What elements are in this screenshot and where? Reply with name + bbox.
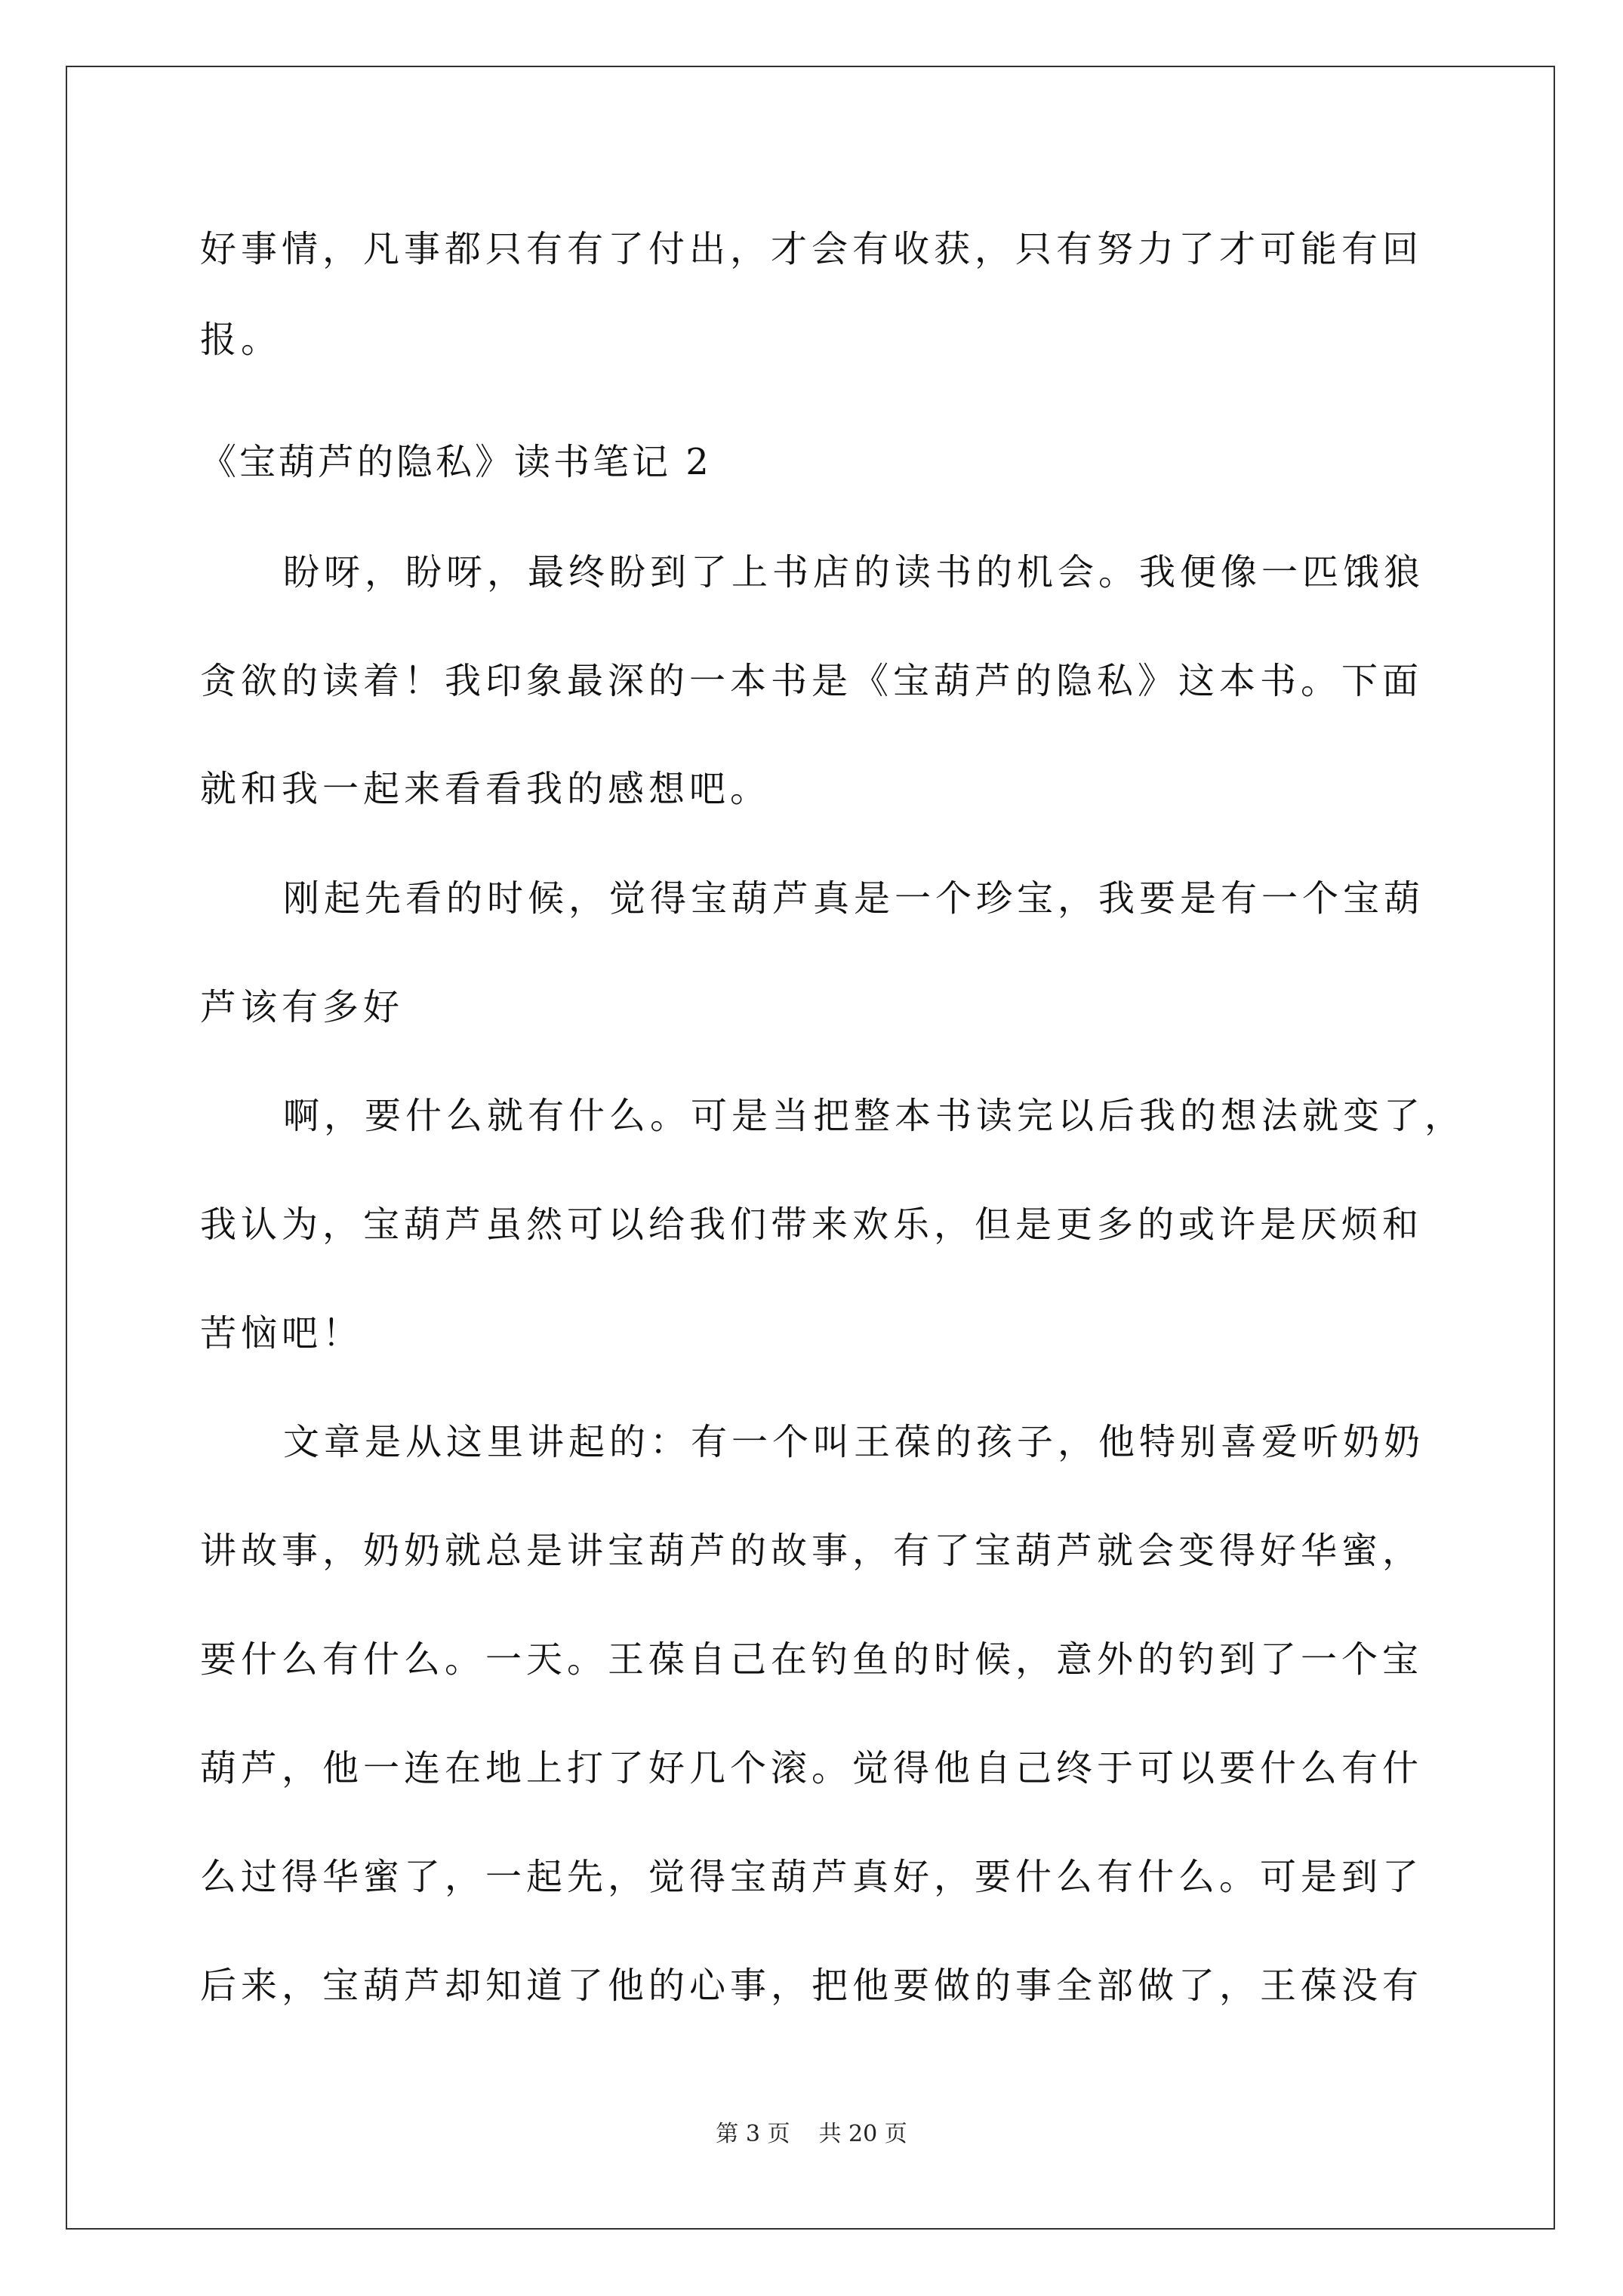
paragraph-line: 报。 bbox=[200, 319, 282, 361]
page-number: 第 3 页 bbox=[716, 2121, 790, 2147]
paragraph-line: 么过得华蜜了，一起先，觉得宝葫芦真好，要什么有什么。可是到了 bbox=[200, 1856, 1424, 1898]
page-footer bbox=[0, 2119, 1623, 2150]
page-border bbox=[66, 66, 1555, 2230]
paragraph-line: 贪欲的读着！我印象最深的一本书是《宝葫芦的隐私》这本书。下面 bbox=[200, 660, 1424, 702]
paragraph-line: 葫芦，他一连在地上打了好几个滚。觉得他自己终于可以要什么有什 bbox=[200, 1747, 1424, 1789]
paragraph-line: 文章是从这里讲起的：有一个叫王葆的孩子，他特别喜爱听奶奶 bbox=[283, 1421, 1425, 1463]
paragraph-line: 要什么有什么。一天。王葆自己在钓鱼的时候，意外的钓到了一个宝 bbox=[200, 1638, 1424, 1681]
page-total: 共 20 页 bbox=[818, 2121, 907, 2147]
paragraph-line: 讲故事，奶奶就总是讲宝葫芦的故事，有了宝葫芦就会变得好华蜜， bbox=[200, 1530, 1424, 1572]
paragraph-line: 苦恼吧！ bbox=[200, 1312, 364, 1354]
paragraph-line: 我认为，宝葫芦虽然可以给我们带来欢乐，但是更多的或许是厌烦和 bbox=[200, 1203, 1424, 1246]
paragraph-line: 盼呀，盼呀，最终盼到了上书店的读书的机会。我便像一匹饿狼 bbox=[283, 551, 1425, 593]
paragraph-line: 啊，要什么就有什么。可是当把整本书读完以后我的想法就变了， bbox=[283, 1095, 1466, 1137]
paragraph-line: 刚起先看的时候，觉得宝葫芦真是一个珍宝，我要是有一个宝葫 bbox=[283, 877, 1425, 920]
section-heading: 《宝葫芦的隐私》读书笔记 2 bbox=[200, 441, 712, 483]
paragraph-line: 后来，宝葫芦却知道了他的心事，把他要做的事全部做了，王葆没有 bbox=[200, 1965, 1424, 2007]
paragraph-line: 芦该有多好 bbox=[200, 986, 405, 1028]
paragraph-line: 就和我一起来看看我的感想吧。 bbox=[200, 768, 771, 810]
paragraph-line: 好事情，凡事都只有有了付出，才会有收获，只有努力了才可能有回 bbox=[200, 228, 1424, 270]
